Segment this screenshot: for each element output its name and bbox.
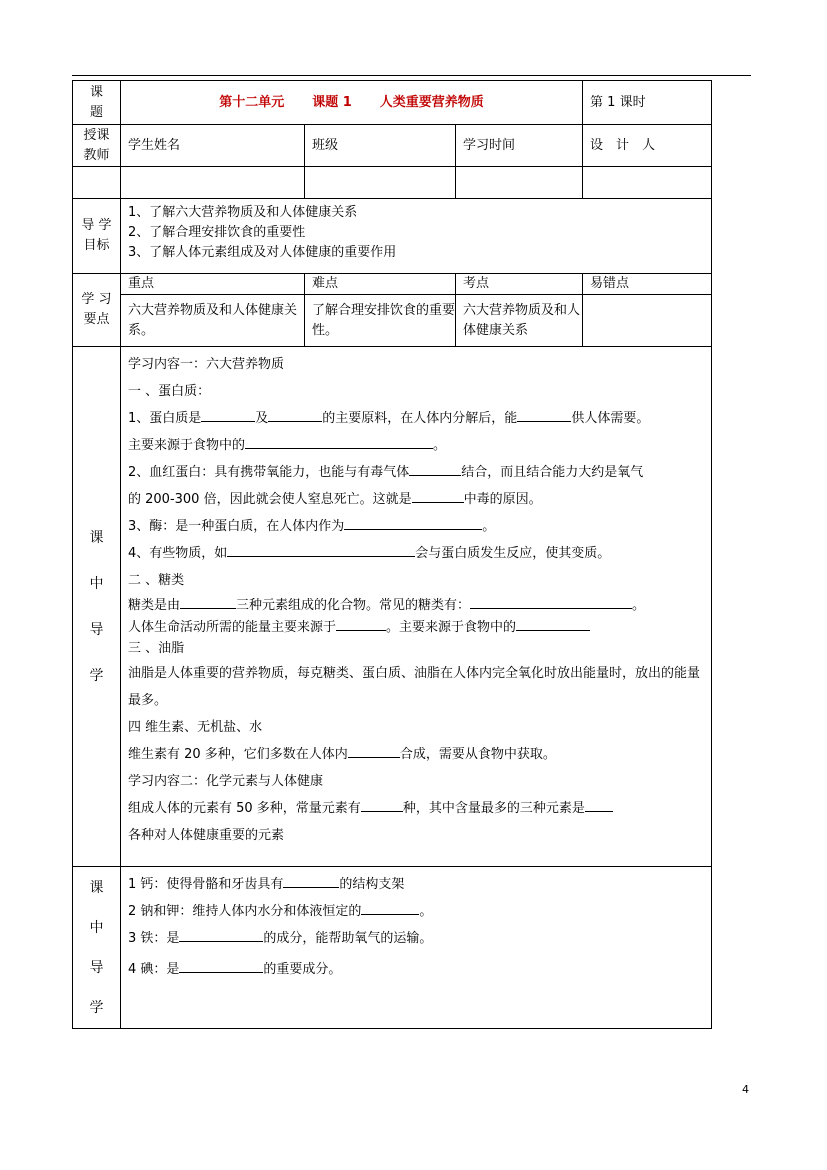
calcium-line: 1 钙：使得骨骼和牙齿具有 的结构支架	[128, 871, 704, 898]
answer-blank[interactable]	[336, 616, 386, 631]
answer-blank[interactable]	[348, 743, 400, 758]
info-row	[73, 125, 712, 167]
teacher-label: 授课 教师	[73, 125, 121, 167]
vitamin-title: 四 维生素、无机盐、水	[128, 720, 263, 735]
answer-blank[interactable]	[179, 927, 263, 942]
keypoints-values-row	[73, 295, 712, 347]
protein-line-3: 2、血红蛋白：具有携带氧能力，也能与有毒气体 结合，而且结合能力大约是氧气	[128, 459, 704, 486]
content-body-2	[121, 867, 712, 1029]
fat-title: 三 、油脂	[128, 641, 185, 656]
protein-line-4: 的 200-300 倍，因此就会使人窒息死亡。这就是 中毒的原因。	[128, 486, 704, 513]
answer-blank[interactable]	[517, 407, 571, 422]
answer-blank[interactable]	[201, 407, 255, 422]
error-prone-header: 易错点	[583, 274, 712, 295]
study-time-value	[456, 167, 583, 199]
protein-line-6: 4、有些物质，如 会与蛋白质发生反应，使其变质。	[128, 540, 704, 567]
empty-cell	[73, 167, 121, 199]
answer-blank[interactable]	[283, 873, 339, 888]
answer-blank[interactable]	[361, 797, 403, 812]
topic-title: 人类重要营养物质	[379, 94, 484, 110]
difficulty-value: 了解合理安排饮食的重要性。	[305, 295, 456, 347]
student-name-label: 学生姓名	[121, 125, 305, 167]
answer-blank[interactable]	[227, 542, 415, 557]
goal-item: 2、了解合理安排饮食的重要性	[128, 225, 306, 240]
keypoints-header-row	[73, 274, 712, 295]
sugar-line-1: 糖类是由 三种元素组成的化合物。常见的糖类有： 。	[128, 594, 704, 616]
empty-row	[73, 167, 712, 199]
lesson-period: 第 1 课时	[583, 81, 712, 125]
goals-row	[73, 199, 712, 274]
answer-blank[interactable]	[585, 797, 613, 812]
section-heading-2: 学习内容二：化学元素与人体健康	[128, 774, 324, 789]
answer-blank[interactable]	[470, 594, 632, 609]
goal-item: 1、了解六大营养物质及和人体健康关系	[128, 205, 358, 220]
element-line-1: 组成人体的元素有 50 多种，常量元素有 种，其中含量最多的三种元素是	[128, 795, 704, 822]
answer-blank[interactable]	[268, 407, 322, 422]
keypoint-value: 六大营养物质及和人体健康关系。	[121, 295, 305, 347]
error-prone-value	[583, 295, 712, 347]
iron-line: 3 铁：是 的成分，能帮助氧气的运输。	[128, 925, 704, 952]
in-class-guide-label: 课 中 导 学	[73, 347, 121, 867]
answer-blank[interactable]	[344, 515, 482, 530]
answer-blank[interactable]	[180, 594, 236, 609]
goals-list	[121, 199, 712, 274]
study-time-label: 学习时间	[456, 125, 583, 167]
content-body-1	[121, 347, 712, 867]
topic-label: 课 题	[73, 81, 121, 125]
keypoints-label: 学 习 要点	[73, 274, 121, 347]
iodine-line: 4 碘：是 的重要成分。	[128, 956, 704, 983]
section-heading: 学习内容一：六大营养物质	[128, 357, 285, 372]
class-value	[305, 167, 456, 199]
protein-line-1: 1、蛋白质是 及 的主要原料，在人体内分解后，能 供人体需要。	[128, 405, 704, 432]
answer-blank[interactable]	[516, 616, 590, 631]
designer-label: 设 计 人	[583, 125, 712, 167]
protein-line-2: 主要来源于食物中的 。	[128, 432, 704, 459]
unit-title: 第十二单元	[219, 94, 285, 110]
goal-item: 3、了解人体元素组成及对人体健康的重要作用	[128, 245, 397, 260]
class-label: 班级	[305, 125, 456, 167]
difficulty-header: 难点	[305, 274, 456, 295]
fat-text: 油脂是人体重要的营养物质，每克糖类、蛋白质、油脂在人体内完全氧化时放出能量时，放出的能量最多。	[128, 666, 701, 708]
goals-label: 导 学 目标	[73, 199, 121, 274]
vitamin-line: 维生素有 20 多种，它们多数在人体内 合成，需要从食物中获取。	[128, 741, 704, 768]
answer-blank[interactable]	[245, 434, 433, 449]
designer-value	[583, 167, 712, 199]
answer-blank[interactable]	[409, 461, 461, 476]
in-class-guide-label-2: 课 中 导 学	[73, 867, 121, 1029]
answer-blank[interactable]	[361, 900, 419, 915]
protein-title: 一 、蛋白质：	[128, 384, 211, 399]
protein-line-5: 3、酶：是一种蛋白质，在人体内作为 。	[128, 513, 704, 540]
sodium-potassium-line: 2 钠和钾：维持人体内水分和体液恒定的 。	[128, 898, 704, 925]
exam-point-header: 考点	[456, 274, 583, 295]
answer-blank[interactable]	[412, 488, 464, 503]
page-number: 4	[742, 1083, 749, 1096]
exam-point-value: 六大营养物质及和人体健康关系	[456, 295, 583, 347]
student-name-value	[121, 167, 305, 199]
keypoint-header: 重点	[121, 274, 305, 295]
sugar-line-2: 人体生命活动所需的能量主要来源于 。主要来源于食物中的	[128, 616, 704, 638]
content-row-1	[73, 347, 712, 867]
sugar-title: 二 、糖类	[128, 573, 185, 588]
title-row	[73, 81, 712, 125]
content-row-2	[73, 867, 712, 1029]
top-rule	[72, 75, 751, 76]
lesson-plan-table	[72, 80, 712, 1029]
element-line-2: 各种对人体健康重要的元素	[128, 828, 285, 843]
lesson-title	[121, 81, 583, 125]
answer-blank[interactable]	[179, 958, 263, 973]
topic-number: 课题 1	[312, 94, 352, 110]
